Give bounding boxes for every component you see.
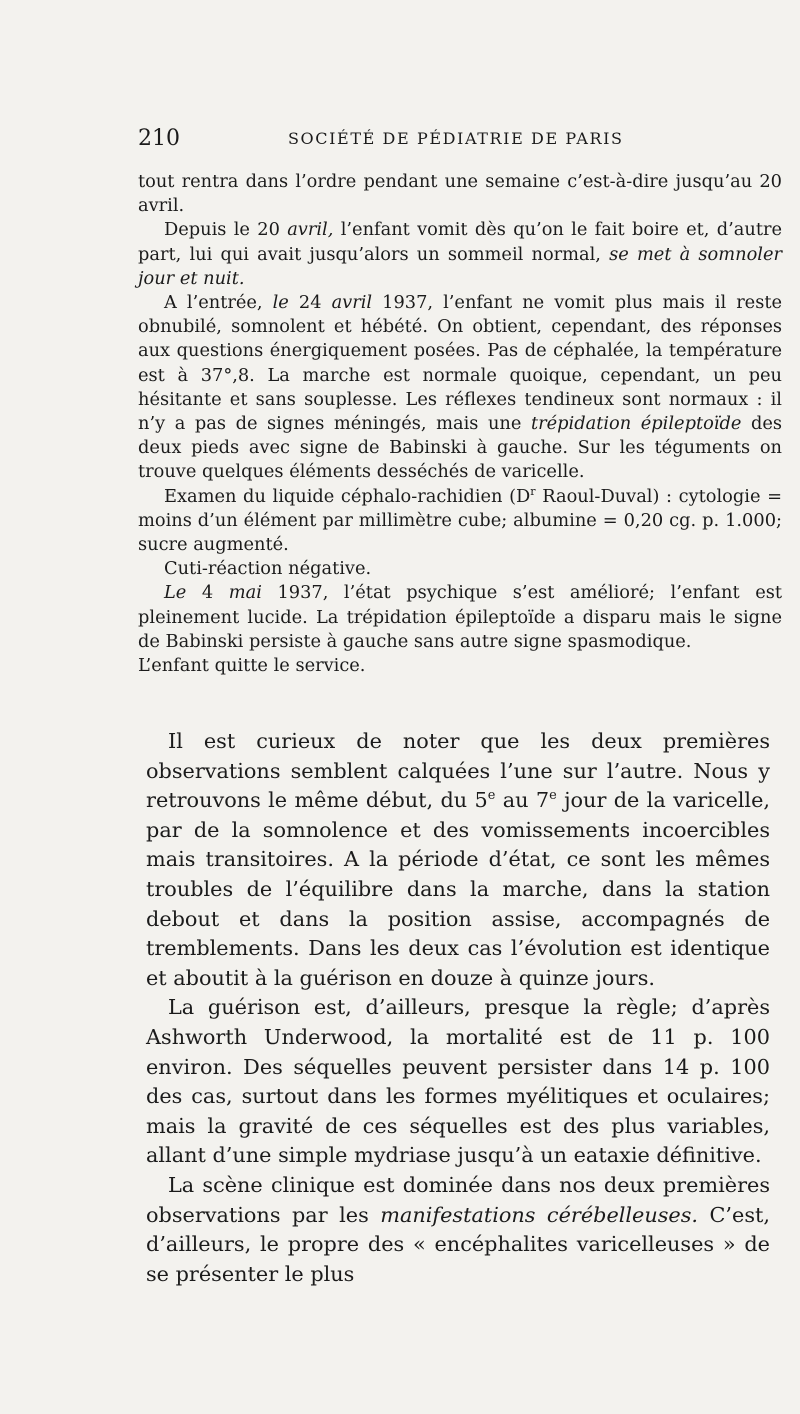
paragraph: La guérison est, d’ailleurs, presque la règle; d’après Ashworth Underwood, la mortalité est de 11 p. 100 environ. Des séquelles peuvent persister dans 14 p. 100 des cas, surtout dans les formes myélitiques et oculaires; mais la gravité de ces séquelles est des plus variables, allant d’une simple mydriase jusqu’à un eataxie définitive. — [146, 995, 770, 1168]
paragraph: Cuti-réaction négative. — [164, 558, 372, 580]
running-title: SOCIÉTÉ DE PÉDIATRIE DE PARIS — [288, 129, 624, 148]
paragraph: L’enfant quitte le service. — [138, 655, 366, 677]
paragraph: tout rentra dans l’ordre pendant une semaine c’est-à-dire jusqu’au 20 avril. — [138, 171, 782, 217]
paragraph: Il est curieux de noter que les deux premières observations semblent calquées l’une sur l’autre. Nous y retrouvons le même début, du 5e au 7e jour de la varicelle, par de la somnolence et des vomissements incoercibles mais transitoires. A la période d’état, ce sont les mêmes troubles de l’équilibre dans la marche, dans la station debout et dans la position assise, accompagnés de tremblements. Dans les deux cas l’évolution est identique et aboutit à la guérison en douze à quinze jours. — [146, 729, 770, 990]
discussion-text — [146, 727, 770, 1289]
paragraph: Le 4 mai 1937, l’état psychique s’est amélioré; l’enfant est pleinement lucide. La trépidation épileptoïde a disparu mais le signe de Babinski persiste à gauche sans autre signe spasmodique. — [138, 582, 782, 652]
paragraph: Examen du liquide céphalo-rachidien ($D^r$ Raoul-Duval) : cytologie = moins d’un élément par millimètre cube; albumine = 0,20 cg. p. 1.000; sucre augmenté. — [138, 484, 782, 556]
paragraph: Depuis le 20 avril, l’enfant vomit dès qu’on le fait boire et, d’autre part, lui qui avait jusqu’alors un sommeil normal, se met à somnoler jour et nuit. — [138, 219, 782, 289]
case-report-text — [138, 170, 782, 678]
page-header — [138, 126, 782, 156]
paragraph: A l’entrée, le 24 avril 1937, l’enfant ne vomit plus mais il reste obnubilé, somnolent et hébété. On obtient, cependant, des réponses aux questions énergiquement posées. Pas de céphalée, la température est à 37°,8. La marche est normale quoique, cependant, un peu hésitante et sans souplesse. Les réflexes tendineux sont normaux : il n’y a pas de signes méningés, mais une trépidation épileptoïde des deux pieds avec signe de Babinski à gauche. Sur les téguments on trouve quelques éléments desséchés de varicelle. — [138, 292, 783, 483]
page-number: 210 — [138, 126, 180, 151]
paragraph: La scène clinique est dominée dans nos deux premières observations par les manifestations cérébelleuses. C’est, d’ailleurs, le propre des « encéphalites varicelleuses » de se présenter le plus — [146, 1172, 770, 1286]
